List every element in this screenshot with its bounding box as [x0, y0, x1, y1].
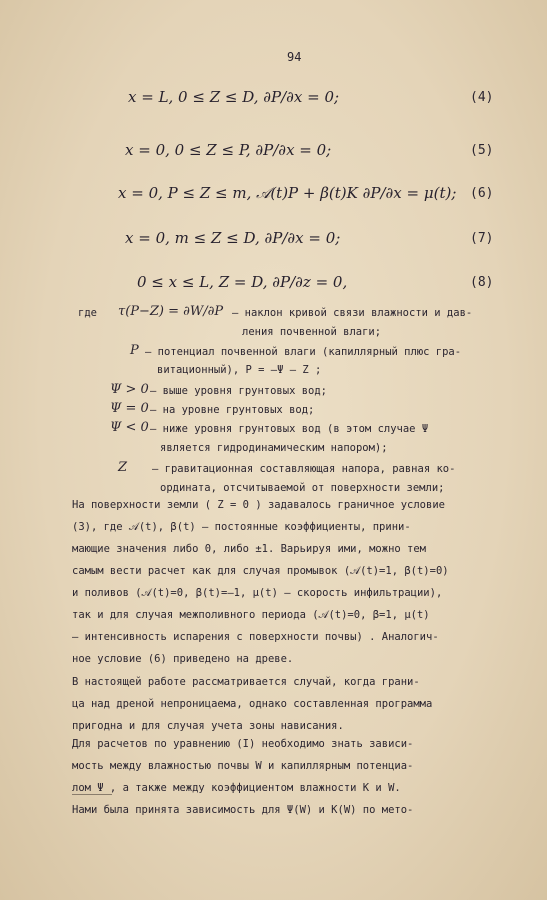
definition-p: [0, 345, 547, 375]
equation-number: (7): [470, 231, 494, 246]
text-line: Нами была принята зависимость для Ψ(W) и K(W) по мето-: [72, 804, 414, 816]
text-line: мость между влажностью почвы W и капиллярным потенциа-: [72, 760, 414, 772]
equation-formula: x = 0, 0 ≤ Z ≤ P, ∂P/∂x = 0;: [125, 141, 332, 159]
text-line: самым вести расчет как для случая промывок (𝒜(t)=1, β(t)=0): [72, 565, 449, 577]
definition-text: – на уровне грунтовых вод;: [150, 404, 315, 416]
text-line: – интенсивность испарения с поверхности почвы) . Аналогич-: [72, 631, 439, 643]
equation-number: (6): [470, 186, 494, 201]
definition-text: – наклон кривой связи влажности и дав-: [232, 307, 473, 319]
text-line: лом Ψ , а также между коэффициентом влажности K и W.: [72, 782, 401, 794]
text-line: пригодна и для случая учета зоны нависания.: [72, 720, 344, 732]
text-line: ца над дреной непроницаема, однако составленная программа: [72, 698, 433, 710]
definition-symbol: τ(P−Z) = ∂W/∂P: [118, 304, 224, 319]
equation-number: (5): [470, 143, 494, 158]
paragraph-moisture-dependence: [72, 733, 527, 821]
text-line: мающие значения либо 0, либо ±1. Варьируя ими, можно тем: [72, 543, 427, 555]
equation-formula: x = 0, P ≤ Z ≤ m, 𝒜(t)P + β(t)K ∂P/∂x = μ(t);: [118, 184, 457, 202]
paragraph-drain-boundary: [72, 671, 527, 737]
definition-text: ордината, отсчитываемой от поверхности земли;: [160, 482, 445, 494]
definition-text: ления почвенной влаги;: [242, 326, 382, 338]
equation-4: [0, 88, 547, 118]
text-line: так и для случая межполивного периода (𝒜(t)=0, β=1, μ(t): [72, 609, 430, 621]
paragraph-boundary-condition: [72, 494, 527, 670]
text-line: В настоящей работе рассматривается случай, когда грани-: [72, 676, 420, 688]
text-line: и поливов (𝒜(t)=0, β(t)=–1, μ(t) – скорость инфильтрации),: [72, 587, 443, 599]
definition-text: – гравитационная составляющая напора, равная ко-: [152, 463, 456, 475]
equation-5: [0, 141, 547, 171]
definition-symbol: P: [130, 343, 139, 358]
definition-text: является гидродинамическим напором);: [160, 442, 388, 454]
text-line: Для расчетов по уравнению (I) необходимо знать зависи-: [72, 738, 414, 750]
text-line: (3), где 𝒜(t), β(t) – постоянные коэффициенты, прини-: [72, 521, 411, 533]
equation-formula: x = L, 0 ≤ Z ≤ D, ∂P/∂x = 0;: [128, 88, 340, 106]
equation-formula: x = 0, m ≤ Z ≤ D, ∂P/∂x = 0;: [125, 229, 341, 247]
equation-8: [0, 273, 547, 303]
definition-psi-zero: [0, 403, 547, 419]
equation-number: (8): [470, 275, 494, 290]
where-label: где: [78, 307, 97, 319]
definition-psi-positive: [0, 384, 547, 400]
equation-7: [0, 229, 547, 259]
text-line: На поверхности земли ( Z = 0 ) задавалось граничное условие: [72, 499, 445, 511]
definition-symbol: Z: [118, 460, 128, 475]
definition-text: – выше уровня грунтовых вод;: [150, 385, 328, 397]
equation-6: [0, 184, 547, 214]
equation-formula: 0 ≤ x ≤ L, Z = D, ∂P/∂z = 0,: [137, 273, 348, 291]
equation-number: (4): [470, 90, 494, 105]
footnote-divider: [72, 794, 112, 795]
definition-z: [0, 462, 547, 494]
definition-symbol: Ψ = 0: [110, 401, 149, 416]
definition-text: – потенциал почвенной влаги (капиллярный плюс гра-: [145, 346, 462, 358]
definition-symbol: Ψ < 0: [110, 420, 149, 435]
definition-symbol: Ψ > 0: [110, 382, 149, 397]
definition-text: витационный), P = –Ψ – Z ;: [157, 364, 322, 376]
definition-tau: [0, 306, 547, 336]
page-number: 94: [287, 50, 302, 64]
definition-psi-negative: [0, 422, 547, 454]
definition-text: – ниже уровня грунтовых вод (в этом случае Ψ: [150, 423, 429, 435]
text-line: ное условие (6) приведено на древе.: [72, 653, 294, 665]
